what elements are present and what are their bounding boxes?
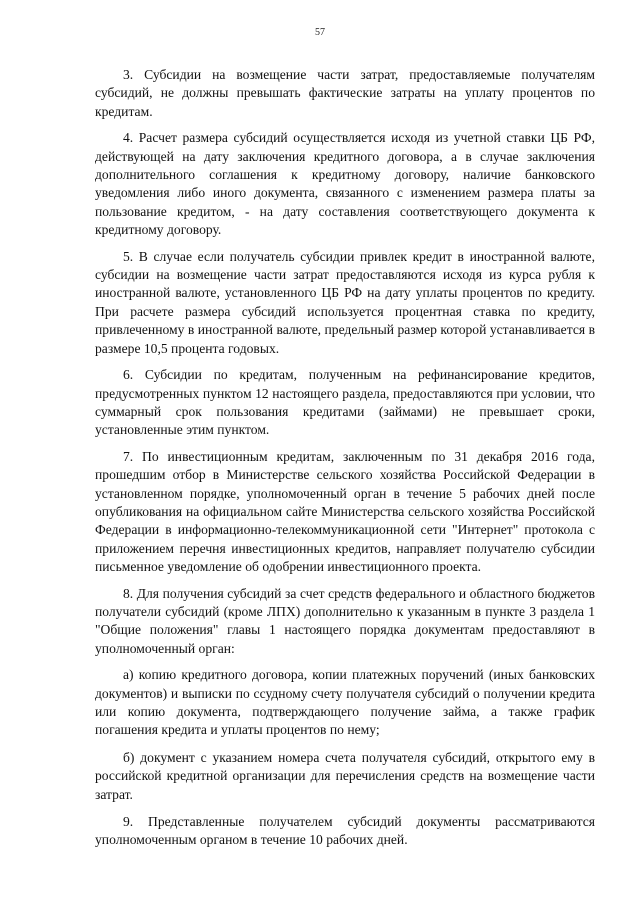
page-number: 57 (315, 27, 325, 38)
paragraph-6: 6. Субсидии по кредитам, полученным на рефинансирование кредитов, предусмотренных пунктом 12 настоящего раздела, предоставляются при условии, что суммарный срок пользования кредитами (займами) не превышает сроки, установленные этим пунктом. (95, 367, 595, 438)
paragraph-8: 8. Для получения субсидий за счет средств федерального и областного бюджетов получатели субсидий (кроме ЛПХ) дополнительно к указанным в пункте 3 раздела 1 "Общие положения" главы 1 настоящего порядка документам предоставляют в уполномоченный орган: (95, 585, 595, 656)
paragraph-9: 9. Представленные получателем субсидий документы рассматриваются уполномоченным органом в течение 10 рабочих дней. (95, 814, 595, 848)
paragraph-7: 7. По инвестиционным кредитам, заключенным по 31 декабря 2016 года, прошедшим отбор в Министерстве сельского хозяйства Российской Федерации в установленном порядке, уполномоченный орган в течение 5 рабочих дней после опубликования на официальном сайте Министерства сельского хозяйства Российской Федерации в информационно-телекоммуникационной сети "Интернет" протокола с приложением перечня инвестиционных кредитов, направляет получателю субсидии письменное уведомление об одобрении инвестиционного проекта. (95, 448, 595, 575)
paragraph-8a: а) копию кредитного договора, копии платежных поручений (иных банковских документов) и выписки по ссудному счету получателя субсидий о получении кредита или копию документа, подтверждающего получение займа, а также график погашения кредита и уплаты процентов по нему; (95, 667, 595, 738)
paragraph-4: 4. Расчет размера субсидий осуществляется исходя из учетной ставки ЦБ РФ, действующей на дату заключения кредитного договора, а в случае заключения дополнительного соглашения к кредитному договору, наличие банковского уведомления либо иного документа, связанного с изменением размера платы за пользование кредитом, - на дату составления соответствующего документа к кредитному договору. (95, 130, 595, 238)
paragraph-8b: б) документ с указанием номера счета получателя субсидий, открытого ему в российской кредитной организации для перечисления средств на возмещение части затрат. (95, 749, 595, 802)
paragraph-3: 3. Субсидии на возмещение части затрат, предоставляемые получателям субсидий, не должны превышать фактические затраты на уплату процентов по кредитам. (95, 67, 595, 119)
document-body (95, 66, 595, 858)
paragraph-5: 5. В случае если получатель субсидии привлек кредит в иностранной валюте, субсидии на возмещение части затрат предоставляются исходя из курса рубля к иностранной валюте, установленного ЦБ РФ на дату уплаты процентов по кредиту. При расчете размера субсидий используется процентная ставка по кредиту, привлеченному в иностранной валюте, предельный размер которой устанавливается в размере 10,5 процента годовых. (95, 248, 595, 356)
